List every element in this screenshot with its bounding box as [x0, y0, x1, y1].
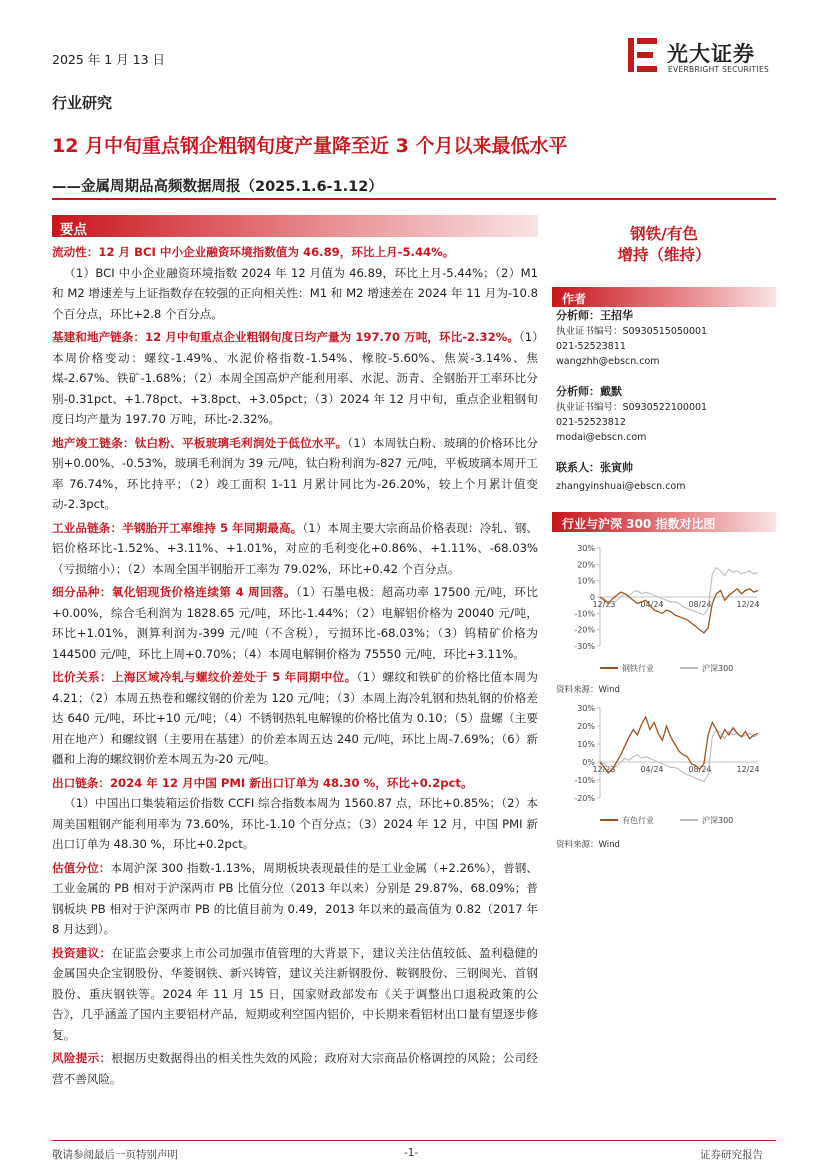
key-point-text: （1）本周价格变动：螺纹-1.49%、水泥价格指数-1.54%、橡胶-5.60%、焦炭-3.14%、焦煤-2.67%、铁矿-1.68%；（2）本周全国高炉产能利用率、水泥、沥青、全钢胎开工率环比分别-0.31pct、+1.78pct、+3.8pct、+3.05pct；（3）2024 年 12 月中旬，重点企业粗钢旬度日均产量为 197.70 万吨，环比-2.32%。 — [52, 330, 538, 426]
key-point-heading: 基建和地产链条：12 月中旬重点企业粗钢旬度日均产量为 197.70 万吨，环比-2.32%。 — [52, 330, 519, 344]
key-point-text: （1）石墨电极：超高功率 17500 元/吨，环比+0.00%，综合毛利润为 1828.65 元/吨，环比-1.44%；（2）电解铝价格为 20040 元/吨，环比+1.01%，测算利润为-399 元/吨（不含税），亏损环比-68.03%；（3）钨精矿价格为 144500 元/吨，环比上周+0.70%；（4）本周电解铜价格为 75550 元/吨，环比+3.11%。 — [52, 585, 538, 661]
analyst-email: modai@ebscn.com — [556, 432, 647, 443]
logo-text: 光大证券 — [667, 42, 755, 66]
legend-label: 沪深300 — [702, 664, 734, 673]
key-point-text: 根据历史数据得出的相关性失效的风险；政府对大宗商品价格调控的风险；公司经营不善风险。 — [52, 1051, 538, 1086]
report-subtitle: ——金属周期品高频数据周报（2025.1.6-1.12） — [52, 179, 383, 195]
sector-name: 钢铁/有色 — [630, 225, 698, 243]
key-point-heading: 比价关系：上海区域冷轧与螺纹价差处于 5 年同期中位。 — [52, 670, 357, 684]
x-tick-label: 04/24 — [640, 600, 664, 609]
x-tick-label: 08/24 — [688, 765, 712, 774]
key-point-text: 在证监会要求上市公司加强市值管理的大背景下，建议关注估值较低、盈利稳健的金属国央企宝钢股份、华菱钢铁、新兴铸管，建议关注新钢股份、鞍钢股份、三钢闽光、首钢股份、重庆钢铁等。2024 年 11 月 15 日，国家财政部发布《关于调整出口退税政策的公告》，几乎涵盖了国内主要铝材产品，短期或利空国内铝价，中长期来看铝材出口量有望逐步修复。 — [52, 945, 538, 1042]
key-point-text: （1）BCI 中小企业融资环境指数 2024 年 12 月值为 46.89，环比上月-5.44%；（2）M1 和 M2 增速差与上证指数存在较强的正向相关性：M1 和 M2 增速差在 2024 年 11 月为-10.8 个百分点，环比+2.8 个百分点。 — [52, 265, 538, 321]
y-tick-label: 10% — [577, 576, 595, 586]
key-points-label: 要点 — [60, 222, 87, 238]
analyst-phone: 021-52523812 — [556, 417, 626, 428]
footer-disclaimer: 敬请参阅最后一页特别声明 — [52, 1149, 178, 1161]
rating: 增持（维持） — [617, 246, 711, 264]
y-tick-label: 10% — [577, 740, 595, 749]
key-point-heading: 细分品种：氧化铝现货价格连续第 4 周回落。 — [52, 585, 296, 599]
y-tick-label: 30% — [577, 704, 595, 713]
series-line-0 — [600, 717, 758, 773]
contact-role: 联系人： — [556, 461, 600, 474]
y-tick-label: 20% — [577, 722, 595, 731]
key-point-paragraph — [52, 667, 538, 770]
contact-person — [556, 460, 686, 494]
x-tick-label: 12/23 — [592, 600, 616, 609]
legend-label: 有色行业 — [622, 816, 654, 825]
analyst-1 — [556, 308, 707, 369]
x-tick-label: 08/24 — [688, 600, 712, 609]
y-tick-label: 20% — [577, 560, 595, 570]
footer-divider — [52, 1140, 776, 1141]
analyst-name: 王招华 — [600, 309, 633, 322]
x-tick-label: 12/24 — [736, 600, 760, 609]
contact-email: zhangyinshuai@ebscn.com — [556, 481, 686, 492]
nonferrous-vs-csi300-chart — [552, 700, 776, 832]
everbright-logo-icon — [626, 36, 662, 74]
key-point-text: 本周沪深 300 指数-1.13%，周期板块表现最佳的是工业金属（+2.26%），普钢、工业金属的 PB 相对于沪深两市 PB 比值分位（2013 年以来）分别是 29.87%、68.09%；普钢板块 PB 相对于沪深两市 PB 的比值目前为 0.49，2013 年以来的最高值为 0.82（2017 年 8 月达到）。 — [52, 860, 538, 936]
y-tick-label: -20% — [574, 625, 595, 635]
y-tick-label: 30% — [577, 544, 595, 553]
analyst-name: 戴默 — [600, 385, 622, 398]
x-tick-label: 12/24 — [736, 765, 760, 774]
key-point-text: （1）螺纹和铁矿的价格比值本周为 4.21；（2）本周五热卷和螺纹钢的价差为 120 元/吨；（3）本周上海冷轧钢和热轧钢的价格差达 640 元/吨，环比+10 元/吨；（4）不锈钢热轧电解镍的价格比值为 0.10；（5）盘螺（主要用在地产）和螺纹钢（主要用在基建）的价差本周五达 240 元/吨，环比上周-7.69%；（6）新疆和上海的螺纹钢价差本周五为-20 元/吨。 — [52, 670, 538, 766]
key-point-paragraph — [52, 518, 538, 580]
series-line-1 — [600, 730, 758, 782]
key-point-paragraph — [52, 242, 538, 324]
key-point-heading: 流动性：12 月 BCI 中小企业融资环境指数值为 46.89，环比上月-5.44%。 — [52, 245, 455, 259]
y-tick-label: -10% — [574, 609, 595, 619]
key-point-paragraph — [52, 327, 538, 430]
analyst-email: wangzhh@ebscn.com — [556, 356, 660, 367]
key-point-paragraph — [52, 773, 538, 855]
title-divider — [52, 198, 776, 200]
key-point-text: （1）中国出口集装箱运价指数 CCFI 综合指数本周为 1560.87 点，环比+0.85%；（2）本周美国粗钢产能利用率为 73.60%，环比-1.10 个百分点；（3）2024 年 12 月，中国 PMI 新出口订单为 48.30 %，环比+0.2pct。 — [52, 796, 538, 851]
key-points-bar — [52, 215, 538, 237]
chart-section-label: 行业与沪深 300 指数对比图 — [562, 517, 716, 531]
document-type: 行业研究 — [52, 94, 113, 112]
footer-report-type: 证券研究报告 — [700, 1149, 763, 1161]
key-point-text: （1）本周主要大宗商品价格表现：冷轧、钢、铝价格环比-1.52%、+3.11%、+1.01%，对应的毛利变化+0.86%、+1.11%、-68.03%（亏损缩小）；（2）本周全国半钢胎开工率为 79.02%，环比+0.42 个百分点。 — [52, 520, 538, 576]
key-point-paragraph — [52, 1048, 538, 1089]
x-tick-label: 04/24 — [640, 765, 664, 774]
key-point-paragraph — [52, 943, 538, 1046]
series-line-0 — [600, 589, 758, 633]
legend-label: 钢铁行业 — [622, 664, 654, 673]
sector-rating — [552, 224, 776, 266]
key-point-paragraph — [52, 858, 538, 940]
key-points-body — [52, 242, 538, 1092]
key-point-paragraph — [52, 433, 538, 515]
analyst-2 — [556, 384, 707, 445]
analyst-cert: 执业证书编号：S0930515050001 — [556, 326, 708, 337]
chart-source: 资料来源：Wind — [556, 685, 620, 695]
report-date: 2025 年 1 月 13 日 — [52, 52, 166, 67]
analyst-role: 分析师： — [556, 309, 600, 322]
y-tick-label: -30% — [574, 642, 595, 651]
y-tick-label: -20% — [574, 794, 595, 803]
y-tick-label: 0% — [582, 758, 595, 767]
key-point-heading: 投资建议： — [52, 945, 112, 960]
key-point-heading: 地产竣工链条：钛白粉、平板玻璃毛利润处于低位水平。 — [52, 435, 348, 450]
key-point-text: （1）本周钛白粉、玻璃的价格环比分别+0.00%、-0.53%，玻璃毛利润为 39 元/吨，钛白粉利润为-827 元/吨，平板玻璃本周开工率 76.74%，环比持平；（2）竣工面积 1-11 月累计同比为-26.20%，较上个月累计值变动-2.3pct。 — [52, 435, 538, 511]
contact-name: 张寅帅 — [600, 461, 633, 474]
key-point-heading: 出口链条：2024 年 12 月中国 PMI 新出口订单为 48.30 %，环比+0.2pct。 — [52, 775, 473, 790]
analyst-role: 分析师： — [556, 385, 600, 398]
analyst-phone: 021-52523811 — [556, 341, 626, 352]
key-point-heading: 估值分位： — [52, 860, 111, 875]
authors-label: 作者 — [562, 292, 587, 306]
key-point-heading: 风险提示： — [52, 1051, 112, 1065]
report-title: 12 月中旬重点钢企粗钢旬度产量降至近 3 个月以来最低水平 — [52, 135, 568, 157]
y-tick-label: -10% — [574, 776, 595, 785]
chart-source: 资料来源：Wind — [556, 840, 620, 850]
x-tick-label: 12/23 — [592, 765, 616, 774]
analyst-cert: 执业证书编号：S0930522100001 — [556, 402, 708, 413]
legend-label: 沪深300 — [702, 816, 734, 825]
key-point-paragraph — [52, 582, 538, 664]
page-number: -1- — [404, 1147, 419, 1159]
y-tick-label: 0 — [589, 593, 595, 602]
key-point-heading: 工业品链条：半钢胎开工率维持 5 年同期最高。 — [52, 520, 303, 535]
logo-text-en: EVERBRIGHT SECURITIES — [668, 65, 770, 74]
steel-vs-csi300-chart — [552, 540, 776, 680]
